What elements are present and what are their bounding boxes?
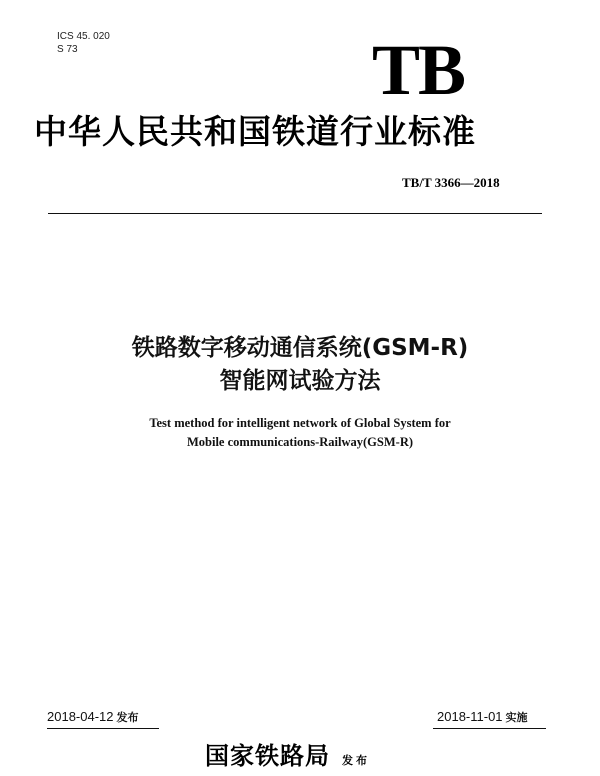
standard-category-title: 中华人民共和国铁道行业标准: [34, 112, 476, 151]
classification-codes: [57, 30, 110, 56]
document-title-en-line1: Test method for intelligent network of Global System for: [149, 416, 451, 430]
document-title-cn-line1: 铁路数字移动通信系统(GSM-R): [131, 335, 469, 361]
document-title-cn-line2: 智能网试验方法: [219, 368, 381, 394]
issue-label: 发布: [116, 711, 139, 724]
issue-date-underline: [47, 728, 159, 729]
implement-date-underline: [433, 728, 546, 729]
issue-date: 2018-04-12: [47, 709, 114, 724]
publisher-label: 发布: [342, 754, 370, 767]
ccs-code: S 73: [57, 44, 78, 55]
implement-date: 2018-11-01: [437, 709, 503, 724]
implement-date-block: [437, 708, 528, 727]
publisher-block: [205, 741, 370, 776]
implement-label: 实施: [505, 711, 528, 724]
standard-number: TB/T 3366—2018: [402, 175, 500, 190]
publisher-name: 国家铁路局: [205, 741, 330, 770]
document-title-en-line2: Mobile communications-Railway(GSM-R): [186, 435, 414, 449]
issue-date-block: [47, 708, 139, 727]
header-divider: [48, 213, 542, 214]
tb-logo: TB: [372, 30, 465, 110]
ics-code: ICS 45. 020: [57, 31, 110, 42]
